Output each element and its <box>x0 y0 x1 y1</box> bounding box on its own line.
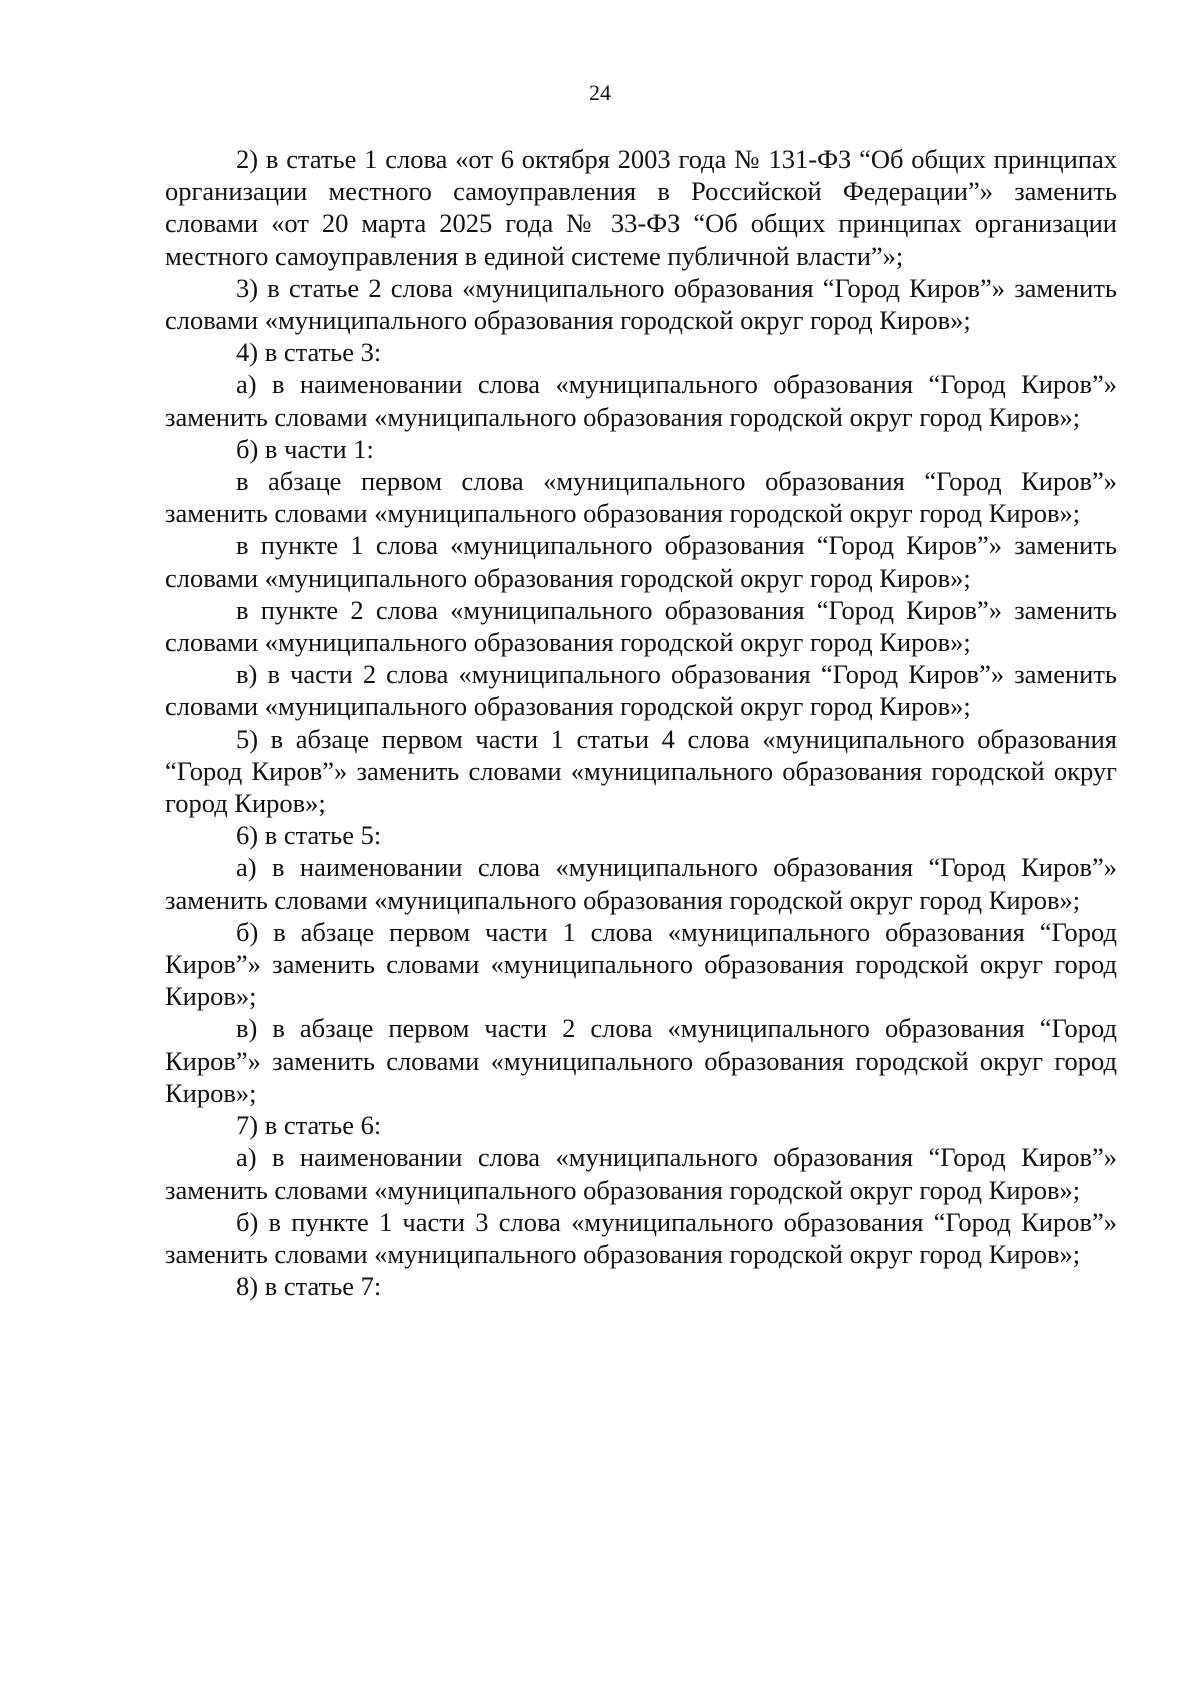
paragraph-item-8: 8) в статье 7: <box>236 1271 382 1302</box>
paragraph-item-4v: в) в части 2 слова «муниципального образования “Город Киров”» заменить словами «муниципального образования городской округ город Киров»; <box>165 659 1117 722</box>
paragraph-item-7b: б) в пункте 1 части 3 слова «муниципального образования “Город Киров”» заменить словами «муниципального образования городской округ город Киров»; <box>165 1206 1117 1269</box>
paragraph-item-4a: а) в наименовании слова «муниципального образования “Город Киров”» заменить словами «муниципального образования городской округ город Киров»; <box>165 369 1117 432</box>
paragraph-item-4: 4) в статье 3: <box>236 337 382 368</box>
paragraph-item-6a: а) в наименовании слова «муниципального образования “Город Киров”» заменить словами «муниципального образования городской округ город Киров»; <box>165 852 1117 915</box>
paragraph-item-4b: б) в части 1: <box>236 433 374 464</box>
paragraph-item-4b-punkt-1: в пункте 1 слова «муниципального образования “Город Киров”» заменить словами «муниципального образования городской округ город Киров»; <box>165 530 1117 593</box>
paragraph-item-5: 5) в абзаце первом части 1 статьи 4 слова «муниципального образования “Город Киров”» заменить словами «муниципального образования городской округ город Киров»; <box>165 723 1117 819</box>
page-number: 24 <box>589 80 611 105</box>
paragraph-item-6b: б) в абзаце первом части 1 слова «муниципального образования “Город Киров”» заменить словами «муниципального образования городской округ город Киров»; <box>165 916 1117 1012</box>
paragraph-item-7a: а) в наименовании слова «муниципального образования “Город Киров”» заменить словами «муниципального образования городской округ город Киров»; <box>165 1142 1117 1205</box>
paragraph-item-2: 2) в статье 1 слова «от 6 октября 2003 года № 131-ФЗ “Об общих принципах организации местного самоуправления в Российской Федерации”» заменить словами «от 20 марта 2025 года № 33-ФЗ “Об общих принципах организации местного самоуправления в единой системе публичной власти”»; <box>165 144 1117 271</box>
paragraph-item-4b-abzac: в абзаце первом слова «муниципального образования “Город Киров”» заменить словами «муниципального образования городской округ город Киров»; <box>165 466 1117 529</box>
paragraph-item-6v: в) в абзаце первом части 2 слова «муниципального образования “Город Киров”» заменить словами «муниципального образования городской округ город Киров»; <box>165 1013 1117 1108</box>
paragraph-item-7: 7) в статье 6: <box>236 1110 382 1141</box>
paragraph-item-3: 3) в статье 2 слова «муниципального образования “Город Киров”» заменить словами «муниципального образования городской округ город Киров»; <box>165 272 1117 336</box>
paragraph-item-6: 6) в статье 5: <box>236 820 382 851</box>
paragraph-item-4b-punkt-2: в пункте 2 слова «муниципального образования “Город Киров”» заменить словами «муниципального образования городской округ город Киров»; <box>165 594 1117 658</box>
document-body <box>165 143 1117 1302</box>
